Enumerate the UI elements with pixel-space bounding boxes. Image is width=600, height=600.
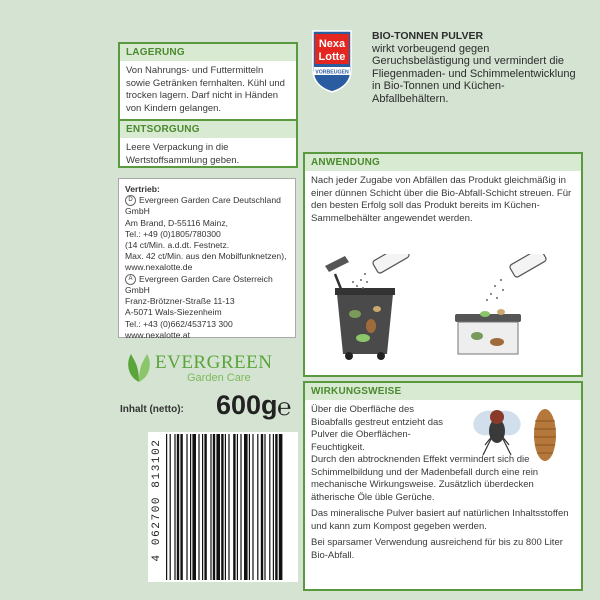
distributor-info [118, 178, 296, 338]
barcode-bars [166, 434, 296, 580]
vertrieb-at-3: Tel.: +43 (0)662/453713 300 [125, 318, 233, 329]
product-title: BIO-TONNEN PULVER [372, 30, 484, 42]
evergreen-brand [125, 350, 295, 386]
vertrieb-de-3: (14 ct/Min. a.d.dt. Festnetz. [125, 240, 230, 251]
entsorgung-text: Leere Verpackung in die Wertstoffsammlung geben. [126, 142, 240, 166]
anwendung-box [303, 152, 583, 377]
vertrieb-de-2: Tel.: +49 (0)1805/780300 [125, 228, 221, 239]
e-mark-icon: ℮ [277, 394, 292, 421]
shaker-icon-left [352, 254, 410, 289]
logo-line1: Nexa [318, 38, 346, 50]
application-illustration [305, 254, 581, 364]
product-heading [372, 30, 577, 105]
wirkungsweise-intro: Über die Oberfläche des Bioabfalls gestreut entzieht das Pulver die Oberflächen-Feuchtigkeit. [311, 404, 444, 453]
wirkungsweise-p1: Durch den abtrocknenden Effekt vermindert sich die Schimmelbildung und der Madenbefall durch eine rein mechanische Wirkungsweise. Zusätzlich überdecken ätherische Öle üble Gerüche. [311, 454, 539, 503]
vertrieb-at-2: A-5071 Wals-Siezenheim [125, 307, 222, 318]
storage-disposal-box [118, 42, 298, 168]
lagerung-text: Von Nahrungs- und Futtermitteln sowie Getränken fernhalten. Kühl und trocken lagern. Darf nicht in Händen von Kindern gelangen. [126, 65, 285, 114]
logo-line2: Lotte [318, 51, 346, 63]
wirkungsweise-p3: Bei sparsamer Verwendung ausreichend für bis zu 800 Liter Bio-Abfall. [311, 537, 563, 561]
anwendung-title: ANWENDUNG [305, 154, 581, 171]
inhalt-label: Inhalt (netto): [120, 404, 184, 415]
wirkungsweise-title: WIRKUNGSWEISE [305, 383, 581, 400]
entsorgung-title: ENTSORGUNG [120, 119, 296, 138]
vertrieb-de-0: D Evergreen Garden Care Deutschland GmbH [125, 195, 281, 217]
logo-ribbon: VORBEUGEN [315, 69, 349, 76]
brand-name: EVERGREEN [155, 352, 273, 373]
shaker-icon-right [486, 254, 547, 301]
vertrieb-title: Vertrieb: [125, 184, 160, 194]
vertrieb-de-1: Am Brand, D-55116 Mainz, [125, 217, 229, 228]
wirkungsweise-box [303, 381, 583, 591]
wirkungsweise-p2: Das mineralische Pulver basiert auf natürlichen Inhaltsstoffen und kann zum Kompost gegeben werden. [311, 508, 569, 532]
barcode-number: 4 062700 813102 [151, 438, 163, 562]
inhalt-value: 600g [216, 390, 278, 420]
at-marker: A [125, 274, 136, 285]
fly-icon [469, 406, 525, 455]
maggot-icon [534, 409, 556, 461]
vertrieb-at-4: www.nexalotte.at [125, 329, 190, 340]
vertrieb-de-4: Max. 42 ct/Min. aus den Mobilfunknetzen), [125, 251, 287, 262]
vertrieb-at-0: A Evergreen Garden Care Österreich GmbH [125, 273, 273, 295]
kitchen-container-icon [455, 309, 521, 354]
leaf-icon [125, 352, 153, 384]
vertrieb-at-1: Franz-Brötzner-Straße 11-13 [125, 296, 235, 307]
net-content [120, 390, 298, 422]
fly-maggot-illustration [465, 401, 565, 467]
barcode [148, 432, 298, 582]
bio-bin-icon [325, 256, 395, 360]
brand-sub: Garden Care [187, 372, 251, 384]
nexa-lotte-logo [310, 28, 354, 94]
lagerung-title: LAGERUNG [120, 44, 296, 61]
vertrieb-de-5: www.nexalotte.de [125, 262, 193, 273]
de-marker: D [125, 195, 136, 206]
anwendung-text: Nach jeder Zugabe von Abfällen das Produkt gleichmäßig in einer dünnen Schicht über die Bio-Abfall-Schicht streuen. Für den besten Erfolg soll das Produkt bereits im Küchen-Sammelbehälter angewendet werden. [311, 175, 572, 224]
product-description: wirkt vorbeugend gegen Geruchsbelästigung und vermindert die Fliegenmaden- und Schimmelentwicklung in Bio-Tonnen und Küchen-Abfallbehältern. [372, 42, 576, 105]
